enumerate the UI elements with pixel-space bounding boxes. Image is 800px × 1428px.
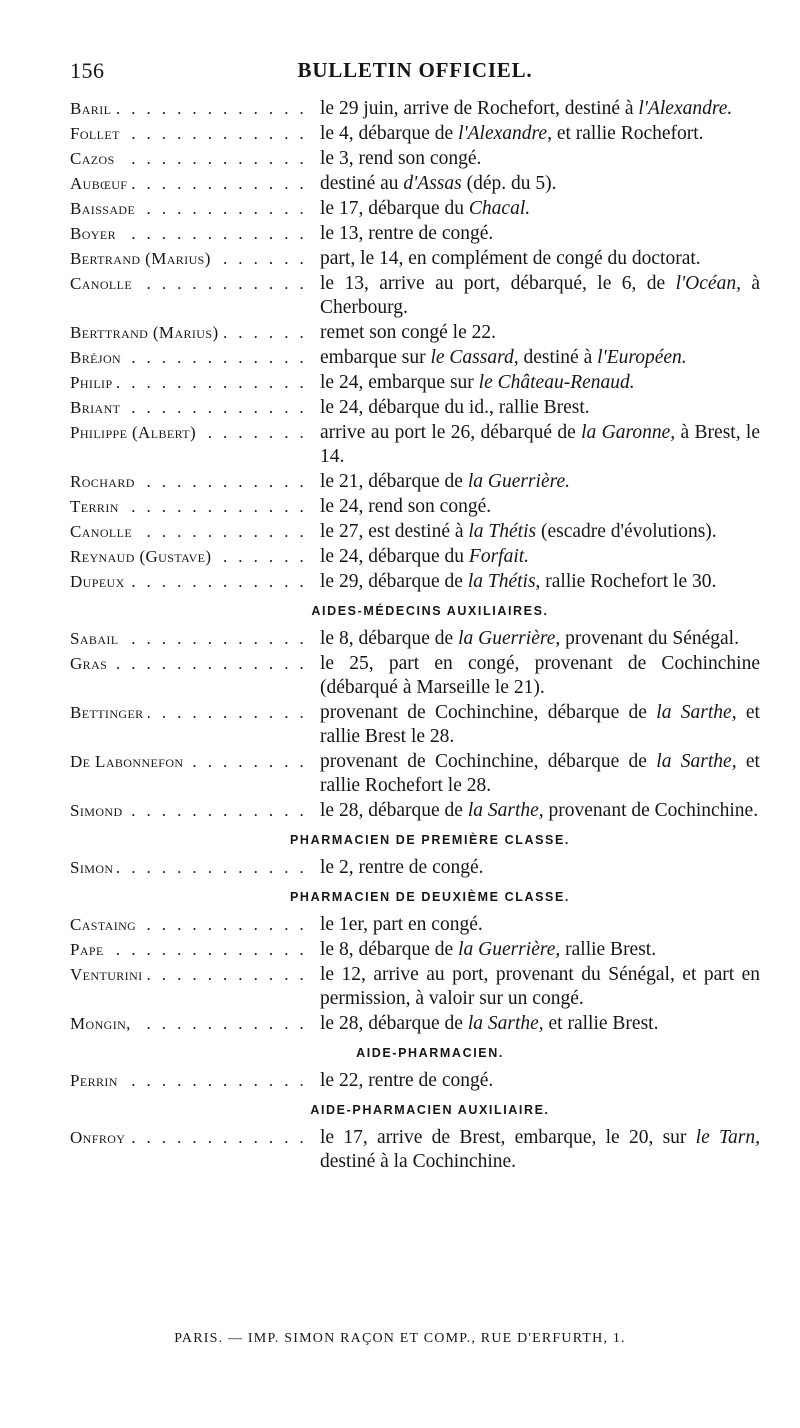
entry-text: remet son congé le 22. xyxy=(320,322,496,343)
entry-description xyxy=(312,172,760,196)
entry-name xyxy=(70,396,312,420)
entry-name xyxy=(70,627,312,651)
entry-name xyxy=(70,799,312,823)
entry-text: destiné à la Cochinchine. xyxy=(320,1151,517,1172)
entry-text: le 8, débarque de xyxy=(320,939,459,960)
ship-name: la Garonne, xyxy=(581,422,676,443)
entry-name xyxy=(70,346,312,370)
entry-description xyxy=(312,1012,760,1036)
entry-description xyxy=(312,652,760,700)
entry-name-text: Mongin, xyxy=(70,1014,135,1033)
entry-description xyxy=(312,520,760,544)
entry-name-text: Terrin xyxy=(70,497,123,516)
entry-text: le 24, débarque du id., rallie Brest. xyxy=(320,397,590,418)
entry-text: le 29, débarque de xyxy=(320,571,468,592)
entry-description xyxy=(312,856,760,880)
entry-name xyxy=(70,963,312,1011)
entry-name xyxy=(70,222,312,246)
entry-name xyxy=(70,421,312,469)
entry-text: le 28, débarque de xyxy=(320,800,468,821)
entry-description xyxy=(312,272,760,320)
entry-text: destiné à xyxy=(518,347,598,368)
section-heading: PHARMACIEN DE PREMIÈRE CLASSE. xyxy=(290,833,570,847)
entry-row xyxy=(70,470,760,494)
ship-name: la Sarthe, xyxy=(467,1013,544,1034)
entry-row xyxy=(70,913,760,937)
entry-description xyxy=(312,627,760,651)
entry-name xyxy=(70,545,312,569)
entry-name xyxy=(70,652,312,700)
entry-row xyxy=(70,371,760,395)
entry-row xyxy=(70,627,760,651)
entry-name-text: Cazos xyxy=(70,149,119,168)
entry-row xyxy=(70,856,760,880)
entry-name-text: Aubœuf xyxy=(70,174,131,193)
entry-text: le 13, arrive au port, débarqué, le 6, de xyxy=(320,273,676,294)
entry-row xyxy=(70,396,760,420)
page-header xyxy=(70,58,760,88)
entry-row xyxy=(70,346,760,370)
entry-name xyxy=(70,701,312,749)
entry-text: le 28, débarque de xyxy=(320,1013,468,1034)
entry-row xyxy=(70,172,760,196)
entry-name-text: Canolle xyxy=(70,522,136,541)
entry-name-text: Bertrand (Marius) xyxy=(70,249,215,268)
entry-description xyxy=(312,470,760,494)
entry-text: provenant de Cochinchine. xyxy=(543,800,759,821)
entry-text: le 1er, part en congé. xyxy=(320,914,483,935)
entry-description xyxy=(312,97,760,121)
entry-text: le 4, débarque de xyxy=(320,123,459,144)
entry-row xyxy=(70,122,760,146)
entry-text: le 17, débarque du xyxy=(320,198,469,219)
entry-name xyxy=(70,172,312,196)
entry-text: , provenant du Sénégal. xyxy=(555,628,739,649)
ship-name: l'Alexandre xyxy=(458,123,548,144)
entry-name-text: Rochard xyxy=(70,472,139,491)
entry-name-text: Baissade xyxy=(70,199,139,218)
entry-name-text: Boyer xyxy=(70,224,120,243)
entry-name xyxy=(70,520,312,544)
entry-name-text: Sabail xyxy=(70,629,123,648)
entry-row xyxy=(70,97,760,121)
entry-text: le 22, rentre de congé. xyxy=(320,1070,494,1091)
entry-row xyxy=(70,247,760,271)
entry-name xyxy=(70,1012,312,1036)
entry-text: et rallie Brest. xyxy=(543,1013,659,1034)
entry-text: (escadre d'évolutions). xyxy=(536,521,717,542)
entry-description xyxy=(312,1069,760,1093)
entry-row xyxy=(70,197,760,221)
entry-name xyxy=(70,247,312,271)
entry-text: le 13, rentre de congé. xyxy=(320,223,494,244)
entry-description xyxy=(312,222,760,246)
entry-name-text: Bettinger xyxy=(70,703,148,722)
entry-name xyxy=(70,147,312,171)
entry-description xyxy=(312,346,760,370)
entry-text: le 24, débarque du xyxy=(320,546,469,567)
entry-text: le 25, part en congé, provenant de Cochinchine (débarqué à Marseille le 21). xyxy=(320,653,760,698)
imprint-footer: PARIS. — IMP. SIMON RAÇON ET COMP., RUE D'ERFURTH, 1. xyxy=(174,1331,626,1346)
entry-text: le 24, embarque sur xyxy=(320,372,479,393)
entry-text: , et rallie Rochefort. xyxy=(547,123,704,144)
entry-text: le 17, arrive de Brest, embarque, le 20, sur xyxy=(320,1127,696,1148)
entry-name xyxy=(70,1126,312,1174)
entry-text: , rallie Rochefort le 30. xyxy=(535,571,717,592)
entry-text: le 12, arrive au port, provenant du Sénégal, et part en permission, à valoir sur un congé. xyxy=(320,964,760,1009)
entry-text: le 24, rend son congé. xyxy=(320,496,492,517)
entry-text: à Cherbourg. xyxy=(320,273,761,318)
entry-name xyxy=(70,938,312,962)
entry-text: le 8, débarque de xyxy=(320,628,459,649)
section-heading: AIDES-MÉDECINS AUXILIAIRES. xyxy=(311,604,549,618)
entry-name-text: Baril xyxy=(70,99,115,118)
entry-description xyxy=(312,1126,760,1174)
entry-description xyxy=(312,421,760,469)
running-title: BULLETIN OFFICIEL. xyxy=(297,58,533,82)
entry-name xyxy=(70,495,312,519)
entry-text: et rallie Rochefort le 28. xyxy=(320,751,760,796)
entry-row xyxy=(70,1069,760,1093)
entry-name xyxy=(70,97,312,121)
entry-name-text: Philippe (Albert) xyxy=(70,423,200,442)
ship-name: la Guerrière. xyxy=(467,471,570,492)
entry-name xyxy=(70,371,312,395)
ship-name: la Sarthe, xyxy=(656,702,737,723)
entry-name xyxy=(70,470,312,494)
ship-name: Chacal. xyxy=(468,198,531,219)
entry-name-text: Venturini xyxy=(70,965,147,984)
entry-text: (dép. du 5). xyxy=(461,173,557,194)
entry-row xyxy=(70,750,760,798)
entry-name xyxy=(70,1069,312,1093)
entry-description xyxy=(312,247,760,271)
entry-description xyxy=(312,913,760,937)
entry-name-text: Simon xyxy=(70,858,117,877)
entry-text: à Brest, le 14. xyxy=(320,422,761,467)
ship-name: la Guerrière xyxy=(458,628,556,649)
entry-text: et rallie Brest le 28. xyxy=(320,702,760,747)
entry-row xyxy=(70,495,760,519)
entry-description xyxy=(312,122,760,146)
entry-name-text: Briant xyxy=(70,398,124,417)
section-heading: AIDE-PHARMACIEN. xyxy=(356,1046,504,1060)
entry-text: arrive au port le 26, débarqué de xyxy=(320,422,582,443)
entry-name-text: Castaing xyxy=(70,915,140,934)
ship-name: d'Assas xyxy=(403,173,462,194)
entry-text: le 2, rentre de congé. xyxy=(320,857,484,878)
entry-description xyxy=(312,963,760,1011)
entry-row xyxy=(70,570,760,594)
entry-list xyxy=(70,97,760,1175)
entry-name xyxy=(70,122,312,146)
entry-text: part, le 14, en complément de congé du doctorat. xyxy=(320,248,701,269)
ship-name: l'Alexandre. xyxy=(638,98,733,119)
entry-name xyxy=(70,856,312,880)
entry-description xyxy=(312,147,760,171)
entry-name-text: Reynaud (Gustave) xyxy=(70,547,215,566)
entry-row xyxy=(70,652,760,700)
ship-name: le Château-Renaud. xyxy=(478,372,635,393)
entry-row xyxy=(70,147,760,171)
ship-name: la Guerrière, xyxy=(458,939,561,960)
ship-name: la Thétis xyxy=(468,521,537,542)
entry-description xyxy=(312,545,760,569)
section-heading: PHARMACIEN DE DEUXIÈME CLASSE. xyxy=(290,890,570,904)
entry-name-text: Pape xyxy=(70,940,108,959)
entry-name-text: Onfroy xyxy=(70,1128,129,1147)
entry-text: le 3, rend son congé. xyxy=(320,148,482,169)
entry-text: embarque sur xyxy=(320,347,431,368)
entry-name-text: Canolle xyxy=(70,274,136,293)
entry-row xyxy=(70,520,760,544)
entry-description xyxy=(312,197,760,221)
ship-name: la Sarthe, xyxy=(467,800,544,821)
entry-row xyxy=(70,1126,760,1174)
entry-row xyxy=(70,222,760,246)
entry-name xyxy=(70,913,312,937)
entry-text: provenant de Cochinchine, débarque de xyxy=(320,702,657,723)
entry-name xyxy=(70,321,312,345)
entry-text: rallie Brest. xyxy=(560,939,657,960)
entry-name-text: Philip xyxy=(70,373,117,392)
entry-name-text: Simond xyxy=(70,801,127,820)
entry-text: le 27, est destiné à xyxy=(320,521,469,542)
entry-name-text: Bréjon xyxy=(70,348,125,367)
entry-text: destiné au xyxy=(320,173,404,194)
entry-description xyxy=(312,938,760,962)
entry-name xyxy=(70,272,312,320)
entry-row xyxy=(70,1012,760,1036)
page-number: 156 xyxy=(70,58,105,83)
entry-name-text: Follet xyxy=(70,124,124,143)
entry-row xyxy=(70,321,760,345)
ship-name: Forfait. xyxy=(468,546,530,567)
entry-description xyxy=(312,396,760,420)
entry-row xyxy=(70,938,760,962)
entry-name-text: De Labonnefon xyxy=(70,752,187,771)
ship-name: l'Européen. xyxy=(597,347,687,368)
entry-description xyxy=(312,495,760,519)
entry-name-text: Berttrand (Marius) xyxy=(70,323,223,342)
entry-description xyxy=(312,799,760,823)
entry-name-text: Dupeux xyxy=(70,572,129,591)
ship-name: l'Océan, xyxy=(675,273,741,294)
entry-description xyxy=(312,321,760,345)
entry-name-text: Perrin xyxy=(70,1071,122,1090)
entry-name-text: Gras xyxy=(70,654,111,673)
ship-name: la Sarthe, xyxy=(656,751,737,772)
entry-text: le 21, débarque de xyxy=(320,471,468,492)
ship-name: le Cassard, xyxy=(430,347,519,368)
entry-text: le 29 juin, arrive de Rochefort, destiné à xyxy=(320,98,639,119)
ship-name: la Thétis xyxy=(467,571,536,592)
entry-description xyxy=(312,701,760,749)
entry-row xyxy=(70,421,760,469)
entry-row xyxy=(70,272,760,320)
entry-description xyxy=(312,570,760,594)
entry-name xyxy=(70,197,312,221)
entry-name xyxy=(70,750,312,798)
entry-name xyxy=(70,570,312,594)
entry-row xyxy=(70,701,760,749)
entry-description xyxy=(312,750,760,798)
section-heading: AIDE-PHARMACIEN AUXILIAIRE. xyxy=(310,1103,550,1117)
entry-row xyxy=(70,545,760,569)
ship-name: le Tarn, xyxy=(695,1127,760,1148)
entry-row xyxy=(70,963,760,1011)
entry-text: provenant de Cochinchine, débarque de xyxy=(320,751,657,772)
entry-description xyxy=(312,371,760,395)
entry-row xyxy=(70,799,760,823)
